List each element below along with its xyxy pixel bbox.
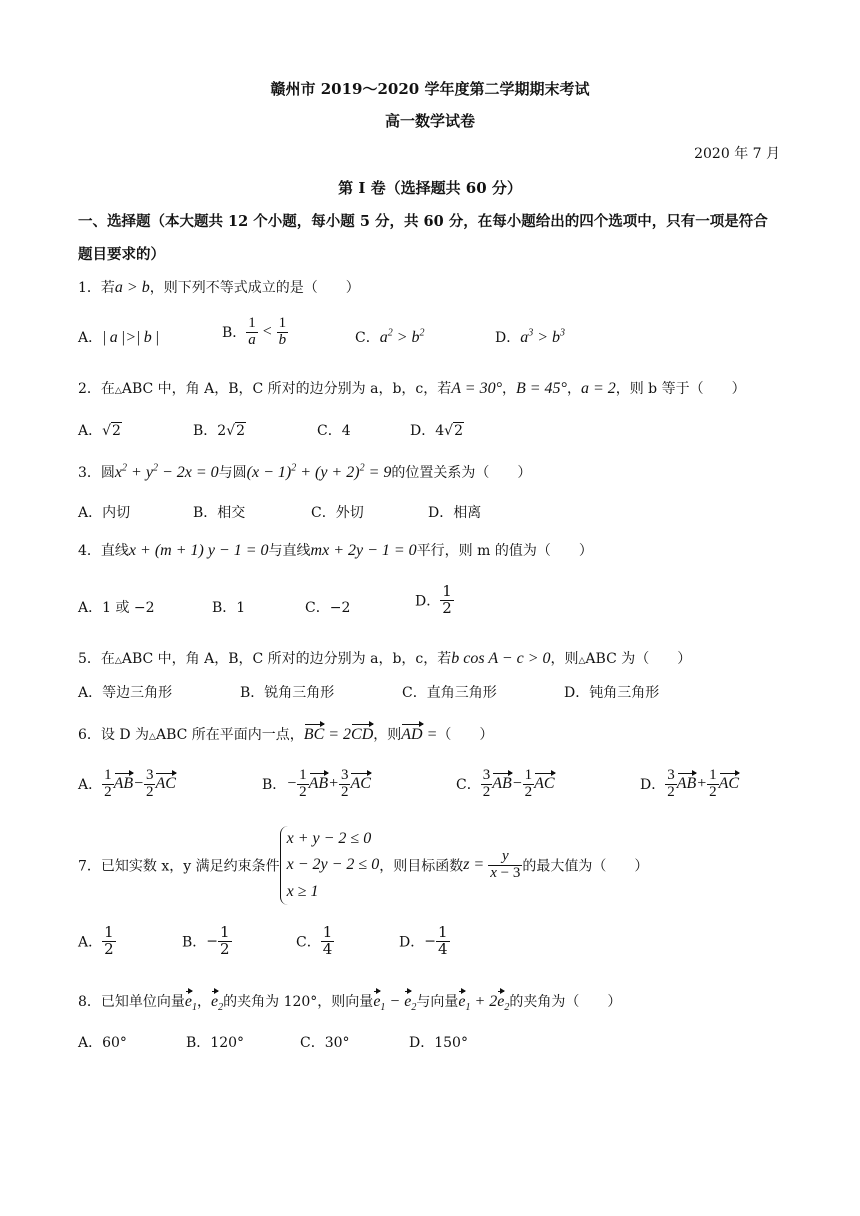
q6-option-d: D． $\frac{3}{2}$ AB+ $\frac{1}{2}$ AC (640, 767, 740, 800)
q6-option-b-label: B． (262, 776, 287, 793)
q6-option-d-label: D． (640, 776, 666, 793)
q7-constraint-3: x ≥ 1 (286, 882, 319, 900)
q1-option-d-label: D． (495, 330, 521, 346)
q4-option-c: C．−2 (305, 600, 351, 616)
q7-option-b-label: B． (182, 934, 207, 951)
exam-title: 赣州市 2019～2020 学年度第二学期期末考试 (270, 80, 590, 98)
q5-option-b: B．锐角三角形 (240, 685, 335, 701)
q5-stem-b: ABC 中，角 A，B，C 所对的边分别为 a，b，c，若 (121, 651, 452, 667)
q2-option-c-label: C．4 (317, 423, 351, 439)
q7-option-c-label: C． (296, 934, 321, 951)
q7-stem-b: ，则目标函数 (379, 858, 464, 875)
q7-option-c: C． $\frac{1}{4}$ (296, 923, 333, 958)
q6-stem-a: 6．设 D 为 (78, 727, 150, 743)
question-5: 5．在△ABC 中，角 A，B，C 所对的边分别为 a，b，c，若b cos A − c > 0，则△ABC 为（ ） (78, 650, 692, 667)
q3-option-a: A．内切 (78, 505, 131, 521)
question-6: 6．设 D 为△ABC 所在平面内一点，BC = 2CD，则AD =（ ） (78, 726, 494, 743)
q1-condition: a > b (114, 279, 150, 296)
q1-option-c: C．$a^2 > b^2$ (355, 327, 425, 346)
q2-angle-b: B = 45° (515, 380, 567, 397)
question-3: 3．圆$x^2 + y^2 - 2x = 0$与圆$(x - 1)^2 + (y + 2)^2 = 9$的位置关系为（ ） (78, 462, 532, 481)
q2-option-d-label: D．4 (410, 423, 445, 439)
q7-option-b: B．− $\frac{1}{2}$ (182, 923, 230, 958)
q5-condition: b cos A − c > 0 (451, 650, 551, 667)
q6-option-c: C． $\frac{3}{2}$ AB− $\frac{1}{2}$ AC (456, 767, 555, 800)
q7-constraint-2: x − 2y − 2 ≤ 0 (286, 856, 380, 874)
q7-option-a-label: A． (78, 934, 103, 951)
q2-stem-b: ABC 中，角 A，B，C 所对的边分别为 a，b，c，若 (121, 381, 452, 397)
q2-side-a: a = 2 (580, 380, 616, 397)
q2-option-b: B．2√2 (193, 423, 246, 439)
q8-option-b: B．120° (186, 1035, 245, 1051)
q8-option-c: C．30° (300, 1035, 350, 1051)
q1-option-a-label: A． (78, 330, 103, 346)
q8-stem-d: 的夹角为（ ） (509, 994, 622, 1010)
q5-option-a: A．等边三角形 (78, 685, 173, 701)
q4-stem-c: 平行，则 m 的值为（ ） (416, 543, 593, 559)
q2-stem-a: 2．在 (78, 381, 115, 397)
section-heading-line2: 题目要求的） (78, 246, 165, 263)
q4-line-2: mx + 2y − 1 = 0 (310, 542, 417, 559)
q7-constraint-1: x + y − 2 ≤ 0 (286, 830, 372, 847)
q4-stem-a: 4．直线 (78, 543, 129, 559)
q8-stem-c: 与向量 (416, 994, 459, 1010)
q6-stem-b: ABC 所在平面内一点， (155, 727, 304, 743)
q8-option-d: D．150° (409, 1035, 468, 1051)
q3-option-b: B．相交 (193, 505, 246, 521)
q6-option-a-label: A． (78, 776, 103, 793)
q5-stem-c: ，则 (550, 651, 579, 667)
q1-stem-b: ，则下列不等式成立的是（ ） (149, 280, 360, 296)
q8-stem-a: 8．已知单位向量 (78, 994, 185, 1010)
q3-stem-a: 3．圆 (78, 465, 115, 481)
q6-stem-c: ，则 (373, 727, 402, 743)
q4-option-d-label: D． (415, 593, 441, 610)
q2-option-a-label: A． (78, 423, 103, 439)
question-2: 2．在△ABC 中，角 A，B，C 所对的边分别为 a，b，c，若A = 30°，B = 45°，a = 2，则 b 等于（ ） (78, 380, 746, 397)
q8-option-a: A．60° (78, 1035, 127, 1051)
q4-stem-b: 与直线 (268, 543, 311, 559)
exam-subtitle: 高一数学试卷 (384, 112, 475, 130)
q5-option-d: D．钝角三角形 (564, 685, 660, 701)
q5-option-c: C．直角三角形 (402, 685, 497, 701)
q2-option-d: D．4√2 (410, 423, 463, 439)
question-4 (78, 540, 593, 560)
q6-option-c-label: C． (456, 776, 481, 793)
q1-option-b-label: B． (222, 324, 247, 341)
q3-option-d: D．相离 (428, 505, 482, 521)
q2-option-c (317, 420, 351, 440)
section-heading-line1: 一、选择题（本大题共 12 个小题，每小题 5 分，共 60 分，在每小题给出的四个选项中，只有一项是符合 (78, 213, 768, 230)
q1-option-a: A．| a |>| b | (78, 329, 160, 346)
q1-option-d: D．$a^3 > b^3$ (495, 327, 566, 346)
q3-stem-b: 与圆 (218, 465, 247, 481)
q7-stem-c: 的最大值为（ ） (522, 858, 649, 875)
q4-option-b: B．1 (212, 600, 246, 616)
q2-angle-a: A = 30° (451, 380, 502, 397)
q7-constraint-system (280, 826, 380, 905)
q4-line-1: x + (m + 1) y − 1 = 0 (128, 542, 269, 559)
question-8: 8．已知单位向量$e_1$，$e_2$的夹角为 120°，则向量$e_1 - e_2$与向量$e_1 + 2e_2$的夹角为（ ） (78, 993, 622, 1014)
question-1 (78, 277, 360, 297)
q7-option-d-label: D． (399, 934, 425, 951)
q6-option-b: B．− $\frac{1}{2}$ AB+ $\frac{3}{2}$ AC (262, 767, 371, 800)
q7-stem-a: 7．已知实数 x，y 满足约束条件 (78, 858, 280, 875)
q1-option-c-label: C． (355, 330, 380, 346)
q4-option-a: A．1 或 −2 (78, 600, 155, 616)
question-7: 7．已知实数 x，y 满足约束条件x + y − 2 ≤ 0 x − 2y − 2 ≤ 0 x ≥ 1，则目标函数z = $\frac{y}{x - 3}$ 的最大值为（ ） (78, 826, 648, 905)
q7-option-d: D．− $\frac{1}{4}$ (399, 923, 448, 958)
part-title: 第 I 卷（选择题共 60 分） (338, 179, 522, 197)
q1-option-b: B． $\frac{1}{a}$ < $\frac{1}{b}$ (222, 315, 287, 348)
q8-stem-b: 的夹角为 120°，则向量 (223, 994, 374, 1010)
q2-option-a: A．√2 (78, 423, 121, 439)
q5-stem-a: 5．在 (78, 651, 115, 667)
q7-option-a: A． $\frac{1}{2}$ (78, 923, 114, 958)
q3-option-c: C．外切 (311, 505, 364, 521)
exam-date: 2020 年 7 月 (694, 146, 780, 162)
q3-stem-c: 的位置关系为（ ） (391, 465, 532, 481)
q2-stem-c: ，则 b 等于（ ） (615, 381, 746, 397)
q5-stem-d: ABC 为（ ） (585, 651, 692, 667)
q1-stem-a: 1．若 (78, 280, 115, 296)
q6-option-a: A． $\frac{1}{2}$ AB− $\frac{3}{2}$ AC (78, 767, 176, 800)
q4-option-d: D． $\frac{1}{2}$ (415, 582, 452, 617)
q6-stem-d: （ ） (437, 727, 494, 743)
q2-option-b-label: B．2 (193, 423, 227, 439)
